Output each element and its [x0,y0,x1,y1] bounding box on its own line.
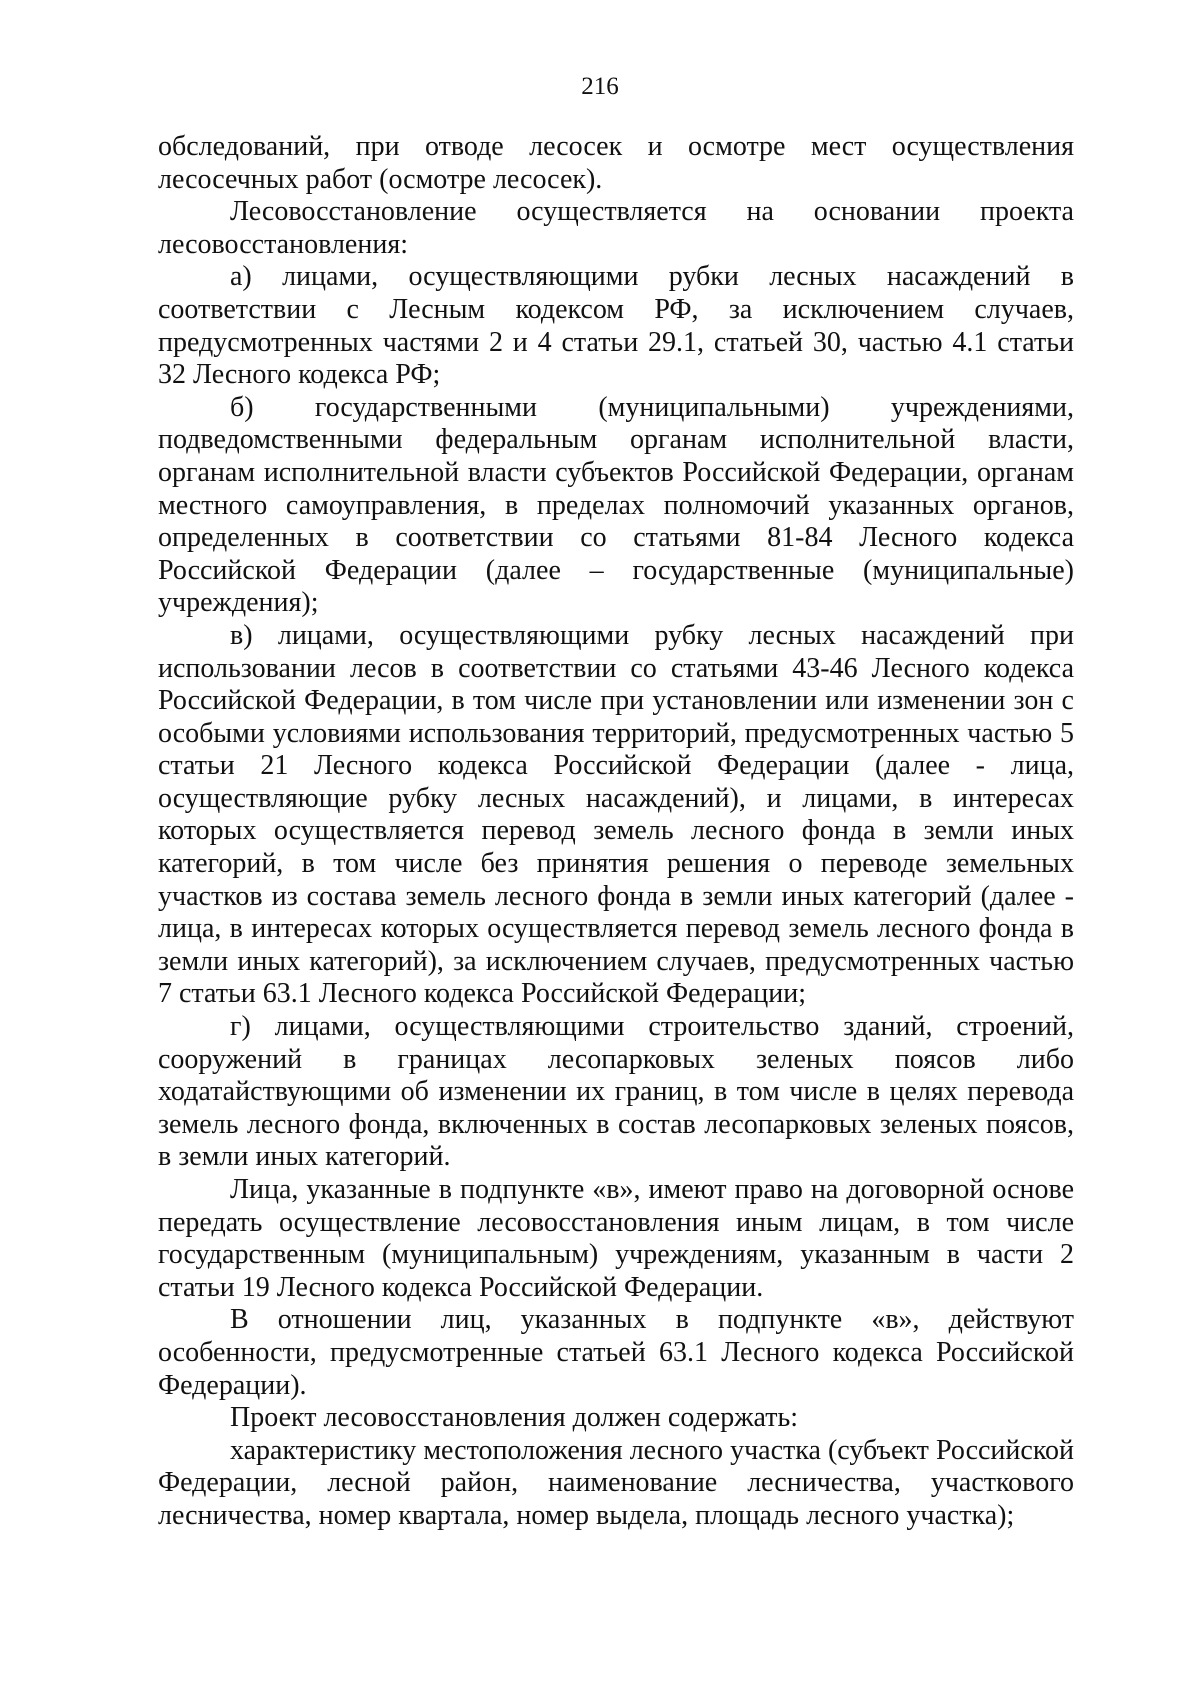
paragraph-project-contents: Проект лесовосстановления должен содержать: [230,1402,799,1434]
paragraph-item-b: б) государственными (муниципальными) учреждениями, подведомственными федеральным органам исполнительной власти, органам исполнительной власти субъектов Российской Федерации, органам местного самоуправления, в пределах полномочий указанных органов, определенных в соответствии со статьями 81-84 Лесного кодекса Российской Федерации (далее – государственные (муниципальные) учреждения); [158,391,1074,619]
paragraph-location-characteristic: характеристику местоположения лесного участка (субъект Российской Федерации, лесной район, наименование лесничества, участкового лесничества, номер квартала, номер выдела, площадь лесного участка); [158,1434,1074,1531]
paragraph-item-v: в) лицами, осуществляющими рубку лесных насаждений при использовании лесов в соответствии со статьями 43-46 Лесного кодекса Российской Федерации, в том числе при установлении или изменении зон с особыми условиями использования территорий, предусмотренных частью 5 статьи 21 Лесного кодекса Российской Федерации (далее - лица, осуществляющие рубку лесных насаждений), и лицами, в интересах которых осуществляется перевод земель лесного фонда в земли иных категорий, в том числе без принятия решения о переводе земельных участков из состава земель лесного фонда в земли иных категорий (далее - лица, в интересах которых осуществляется перевод земель лесного фонда в земли иных категорий), за исключением случаев, предусмотренных частью 7 статьи 63.1 Лесного кодекса Российской Федерации; [158,619,1074,1010]
paragraph-item-a: а) лицами, осуществляющими рубки лесных насаждений в соответствии с Лесным кодексом РФ, за исключением случаев, предусмотренных частями 2 и 4 статьи 29.1, статьей 30, частью 4.1 статьи 32 Лесного кодекса РФ; [158,261,1074,391]
document-body [158,131,1074,1533]
paragraph-continuation: обследований, при отводе лесосек и осмотре мест осуществления лесосечных работ (осмотре лесосек). [158,131,1074,195]
paragraph-item-g: г) лицами, осуществляющими строительство зданий, строений, сооружений в границах лесопарковых зеленых поясов либо ходатайствующими об изменении их границ, в том числе в целях перевода земель лесного фонда, включенных в состав лесопарковых зеленых поясов, в земли иных категорий. [158,1011,1074,1173]
paragraph-reforestation-basis: Лесовосстановление осуществляется на основании проекта лесовосстановления: [158,196,1074,260]
page-number: 216 [581,73,619,100]
paragraph-special-features: В отношении лиц, указанных в подпункте «в», действуют особенности, предусмотренные статьей 63.1 Лесного кодекса Российской Федерации). [158,1304,1074,1401]
paragraph-transfer-right: Лица, указанные в подпункте «в», имеют право на договорной основе передать осуществление лесовосстановления иным лицам, в том числе государственным (муниципальным) учреждениям, указанным в части 2 статьи 19 Лесного кодекса Российской Федерации. [158,1174,1074,1303]
